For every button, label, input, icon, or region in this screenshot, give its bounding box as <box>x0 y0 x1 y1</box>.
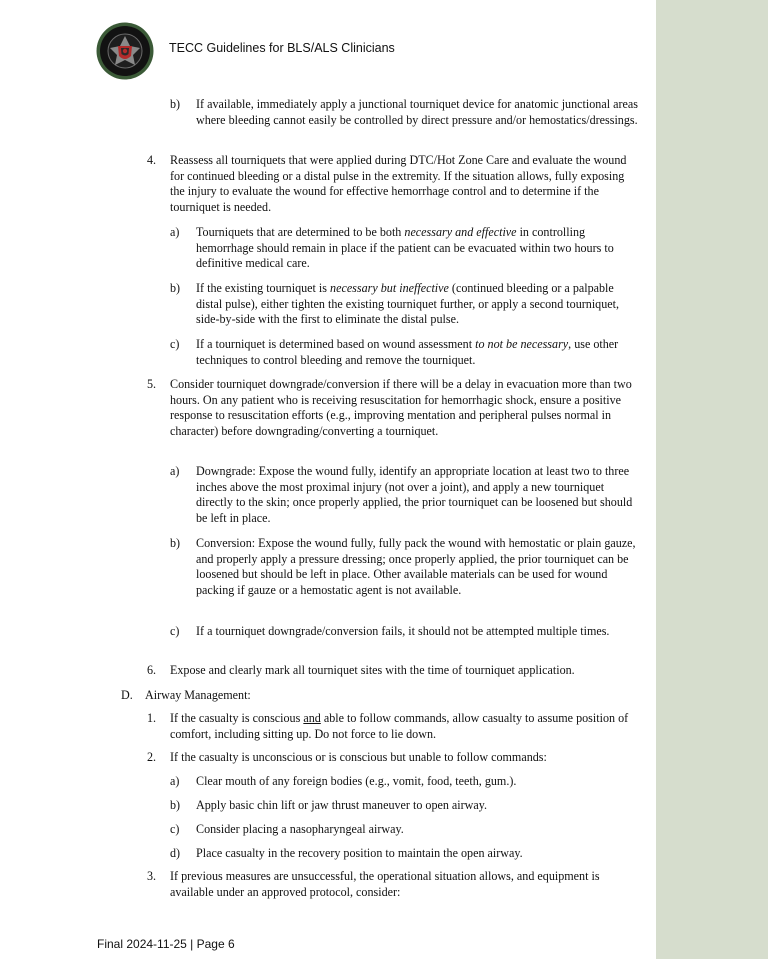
list-marker: b) <box>170 281 181 295</box>
header-title: TECC Guidelines for BLS/ALS Clinicians <box>169 41 395 55</box>
list-marker: b) <box>170 536 181 550</box>
list-marker: 6. <box>147 663 157 677</box>
list-item-text: If a tourniquet downgrade/conversion fails, it should not be attempted multiple times. <box>196 624 610 638</box>
list-item-text: If the casualty is unconscious or is conscious but unable to follow commands: <box>170 750 547 764</box>
page-margin-background <box>656 0 768 959</box>
section-title: Airway Management: <box>145 688 251 702</box>
list-marker: c) <box>170 822 180 836</box>
list-item-text: Conversion: Expose the wound fully, fully pack the wound with hemostatic or plain gauze, and properly apply a pressure dressing; once properly applied, the prior tourniquet can be loosened but should be left in place. Other available materials can be used for wound packing if gauze or a hemostatic agent is not available. <box>196 536 636 597</box>
list-item-text: If the existing tourniquet is necessary but ineffective (continued bleeding or a palpable distal pulse), either tighten the existing tourniquet further, or apply a second tourniquet, side-by-side with the first to eliminate the distal pulse. <box>196 281 620 326</box>
list-marker: 1. <box>147 711 157 725</box>
list-marker: d) <box>170 846 181 860</box>
list-item-text: If previous measures are unsuccessful, the operational situation allows, and equipment is available under an approved protocol, consider: <box>170 869 600 899</box>
list-marker: 2. <box>147 750 157 764</box>
page-footer: Final 2024-11-25 | Page 6 <box>97 937 235 951</box>
list-item-text: If the casualty is conscious and able to follow commands, allow casualty to assume position of comfort, including sitting up. Do not force to lie down. <box>170 711 629 741</box>
list-marker: a) <box>170 464 180 478</box>
list-item-text: Expose and clearly mark all tourniquet sites with the time of tourniquet application. <box>170 663 575 677</box>
list-item-text: Reassess all tourniquets that were applied during DTC/Hot Zone Care and evaluate the wound for continued bleeding or a distal pulse in the extremity. If the situation allows, fully exposing the injury to evaluate the wound for effective hemorrhage control and to determine if the tourniquet is needed. <box>170 153 627 214</box>
list-item-text: Consider tourniquet downgrade/conversion if there will be a delay in evacuation more than two hours. On any patient who is receiving resuscitation for hemorrhagic shock, ensure a positive response to resuscitation efforts (e.g., improving mentation and peripheral pulses normal in character) before downgrading/converting a tourniquet. <box>170 377 632 438</box>
list-marker: b) <box>170 798 181 812</box>
list-marker: b) <box>170 97 181 111</box>
list-item-text: If a tourniquet is determined based on wound assessment to not be necessary, use other techniques to control bleeding and remove the tourniquet. <box>196 337 619 367</box>
list-marker: c) <box>170 337 180 351</box>
section-marker: D. <box>121 688 133 702</box>
list-marker: a) <box>170 774 180 788</box>
list-marker: c) <box>170 624 180 638</box>
list-item-text: Apply basic chin lift or jaw thrust maneuver to open airway. <box>196 798 488 812</box>
list-marker: a) <box>170 225 180 239</box>
list-marker: 3. <box>147 869 157 883</box>
list-item-text: If available, immediately apply a junctional tourniquet device for anatomic junctional areas where bleeding cannot easily be controlled by direct pressure and/or hemostatics/dressings. <box>196 97 638 127</box>
list-item-text: Downgrade: Expose the wound fully, identify an appropriate location at least two to three inches above the most proximal injury (not over a joint), and apply a new tourniquet directly to the skin; once properly applied, the prior tourniquet can be loosened but should be left in place. <box>196 464 633 525</box>
list-marker: 5. <box>147 377 157 391</box>
list-item-text: Place casualty in the recovery position to maintain the open airway. <box>196 846 523 860</box>
list-item-text: Clear mouth of any foreign bodies (e.g., vomit, food, teeth, gum.). <box>196 774 517 788</box>
list-item-text: Consider placing a nasopharyngeal airway. <box>196 822 404 836</box>
list-item-text: Tourniquets that are determined to be both necessary and effective in controlling hemorrhage should remain in place if the patient can be evacuated within two hours to definitive medical care. <box>196 225 614 270</box>
list-marker: 4. <box>147 153 157 167</box>
